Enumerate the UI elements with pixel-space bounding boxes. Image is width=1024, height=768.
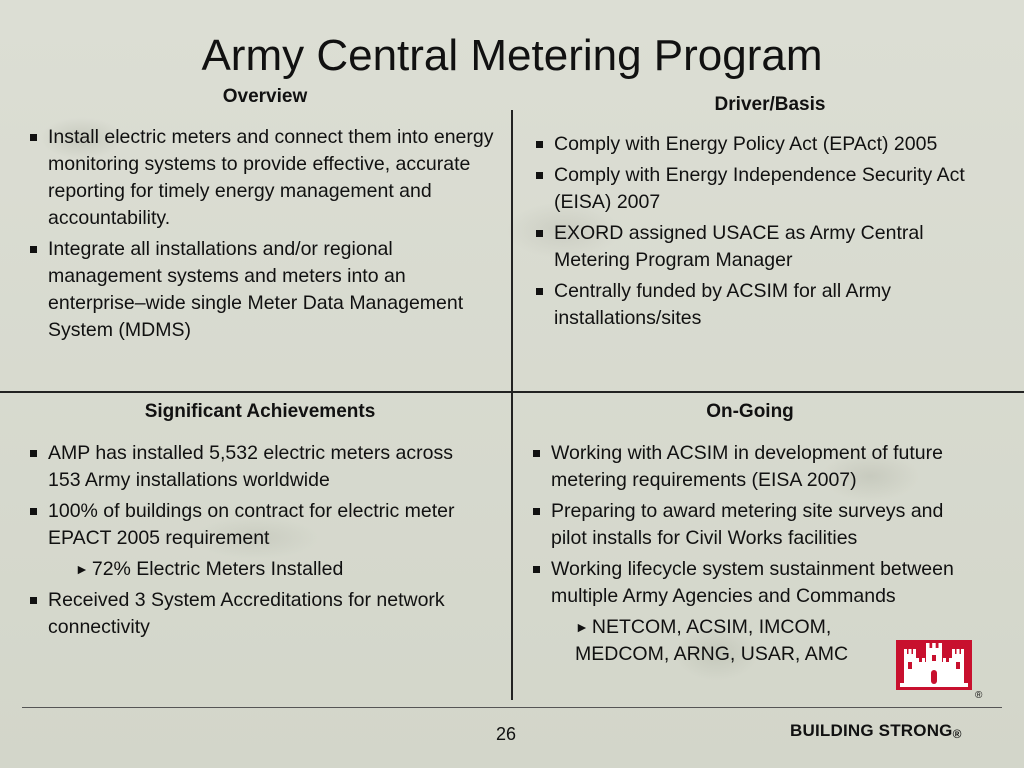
logo-registered-mark: ® bbox=[975, 690, 983, 701]
footer-divider bbox=[22, 707, 1002, 708]
heading-driver-basis: Driver/Basis bbox=[714, 94, 826, 115]
list-item: Comply with Energy Policy Act (EPAct) 2005 bbox=[533, 131, 1003, 158]
list-item: Comply with Energy Independence Security Act (EISA) 2007 bbox=[533, 162, 1003, 216]
overview-list bbox=[27, 124, 502, 348]
arrow-right-icon: ► bbox=[75, 561, 89, 577]
list-item: Centrally funded by ACSIM for all Army installations/sites bbox=[533, 278, 1003, 332]
list-item: 100% of buildings on contract for electric meter EPACT 2005 requirement bbox=[27, 498, 487, 552]
on-going-list bbox=[530, 440, 980, 672]
horizontal-divider bbox=[0, 391, 1024, 393]
list-item: AMP has installed 5,532 electric meters across 153 Army installations worldwide bbox=[27, 440, 487, 494]
slide-title: Army Central Metering Program bbox=[201, 31, 823, 80]
heading-overview: Overview bbox=[222, 86, 308, 107]
arrow-right-icon: ► bbox=[575, 619, 589, 635]
list-item: Working with ACSIM in development of future metering requirements (EISA 2007) bbox=[530, 440, 980, 494]
heading-significant-achievements: Significant Achievements bbox=[144, 401, 376, 422]
list-item: Received 3 System Accreditations for network connectivity bbox=[27, 587, 487, 641]
driver-basis-list bbox=[533, 131, 1003, 336]
vertical-divider bbox=[511, 110, 513, 700]
list-item: EXORD assigned USACE as Army Central Metering Program Manager bbox=[533, 220, 1003, 274]
castle-logo-icon bbox=[896, 640, 972, 690]
list-item: Integrate all installations and/or regional management systems and meters into an enterprise–wide single Meter Data Management System (MDMS) bbox=[27, 236, 502, 344]
list-item: Working lifecycle system sustainment between multiple Army Agencies and Commands bbox=[530, 556, 980, 610]
achievements-list bbox=[27, 440, 487, 645]
heading-on-going: On-Going bbox=[706, 401, 794, 422]
list-item: Install electric meters and connect them into energy monitoring systems to provide effective, accurate reporting for timely energy management and accountability. bbox=[27, 124, 502, 232]
list-subitem: ► NETCOM, ACSIM, IMCOM, MEDCOM, ARNG, USAR, AMC bbox=[575, 616, 849, 665]
list-item: Preparing to award metering site surveys and pilot installs for Civil Works facilities bbox=[530, 498, 980, 552]
list-subitem: ► 72% Electric Meters Installed bbox=[75, 558, 344, 580]
building-strong-tagline: BUILDING STRONG® bbox=[790, 721, 962, 741]
page-number: 26 bbox=[496, 724, 517, 744]
